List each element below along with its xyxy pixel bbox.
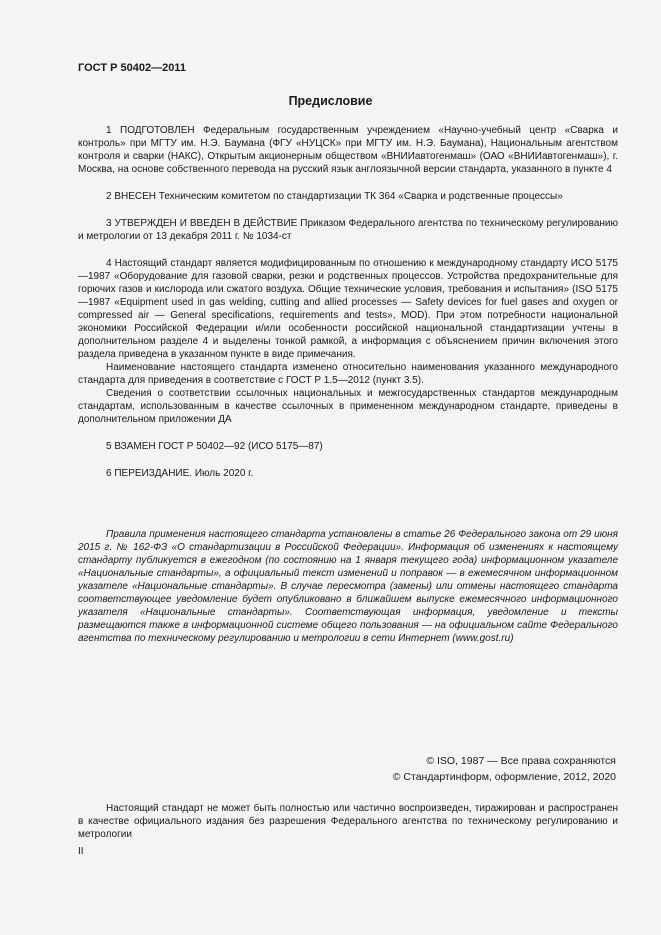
page-number: II <box>78 846 84 857</box>
iso-copyright: © ISO, 1987 — Все права сохраняются <box>426 755 616 767</box>
foreword-body <box>78 124 618 645</box>
reproduction-notice-text: Настоящий стандарт не может быть полностью или частично воспроизведен, тиражирован и распространен в качестве официального издания без разрешения Федерального агентства по техническому регулированию и метрологии <box>78 803 618 840</box>
application-rules-notice: Правила применения настоящего стандарта установлены в статье 26 Федерального закона от 29 июня 2015 г. № 162-ФЗ «О стандартизации в Российской Федерации». Информация об изменениях к настоящему стандарту публикуется в ежегодном (по состоянию на 1 января текущего года) информационном указателе «Национальные стандарты», а официальный текст изменений и поправок — в ежемесячном информационном указателе «Национальные стандарты». В случае пересмотра (замены) или отмены настоящего стандарта соответствующее уведомление будет опубликовано в ближайшем выпуске ежемесячного информационного указателя «Национальные стандарты». Соответствующая информация, уведомление и тексты размещаются также в информационной системе общего пользования — на официальном сайте Федерального агентства по техническому регулированию и метрологии в сети Интернет (www.gost.ru) <box>78 529 618 644</box>
paragraph-2-submitted: 2 ВНЕСЕН Техническим комитетом по стандартизации ТК 364 «Сварка и родственные процессы» <box>106 191 563 202</box>
paragraph-4-modified: 4 Настоящий стандарт является модифицированным по отношению к международному стандарту ИСО 5175—1987 «Оборудование для газовой сварки, резки и родственных процессов. Устройства предохранительные для горючих газов и кислорода или сжатого воздуха. Общие технические условия, требования и испытания» (ISO 5175—1987 «Equipment used in gas welding, cutting and allied processes — Safety devices for fuel gases and oxygen or compressed air — General specifications, requirements and tests», MOD). При этом потребности национальной экономики Российской Федерации и/или особенности российской национальной стандартизации учтены в дополнительном разделе 4 и выделены тонкой рамкой, а информация с объяснением причин включения этого раздела приведена в указанном пункте в виде примечания. <box>78 258 618 360</box>
paragraph-3-approved: 3 УТВЕРЖДЕН И ВВЕДЕН В ДЕЙСТВИЕ Приказом Федерального агентства по техническому регулированию и метрологии от 13 декабря 2011 г. № 1034-ст <box>78 218 618 242</box>
page-title: Предисловие <box>288 94 373 108</box>
standartinform-copyright: © Стандартинформ, оформление, 2012, 2020 <box>392 771 616 783</box>
paragraph-4-name-change: Наименование настоящего стандарта изменено относительно наименования указанного международного стандарта для приведения в соответствие с ГОСТ Р 1.5—2012 (пункт 3.5). <box>78 362 618 386</box>
paragraph-4-references: Сведения о соответствии ссылочных национальных и межгосударственных стандартов международным стандартам, использованным в качестве ссылочных в примененном международном стандарте, приведены в дополнительном приложении ДА <box>78 388 618 425</box>
reproduction-notice <box>78 802 618 841</box>
paragraph-5-replaces: 5 ВЗАМЕН ГОСТ Р 50402—92 (ИСО 5175—87) <box>106 441 323 452</box>
document-id-header: ГОСТ Р 50402—2011 <box>78 62 186 74</box>
paragraph-6-reissue: 6 ПЕРЕИЗДАНИЕ. Июль 2020 г. <box>106 468 254 479</box>
copyright-block <box>393 753 616 785</box>
paragraph-1-prepared: 1 ПОДГОТОВЛЕН Федеральным государственным учреждением «Научно-учебный центр «Сварка и контроль» при МГТУ им. Н.Э. Баумана (ФГУ «НУЦСК» при МГТУ им. Н.Э. Баумана), Национальным агентством контроля и сварки (НАКС), Открытым акционерным обществом «ВНИИавтогенмаш» (ОАО «ВНИИавтогенмаш»), г. Москва, на основе собственного перевода на русский язык англоязычной версии стандарта, указанного в пункте 4 <box>78 125 618 175</box>
